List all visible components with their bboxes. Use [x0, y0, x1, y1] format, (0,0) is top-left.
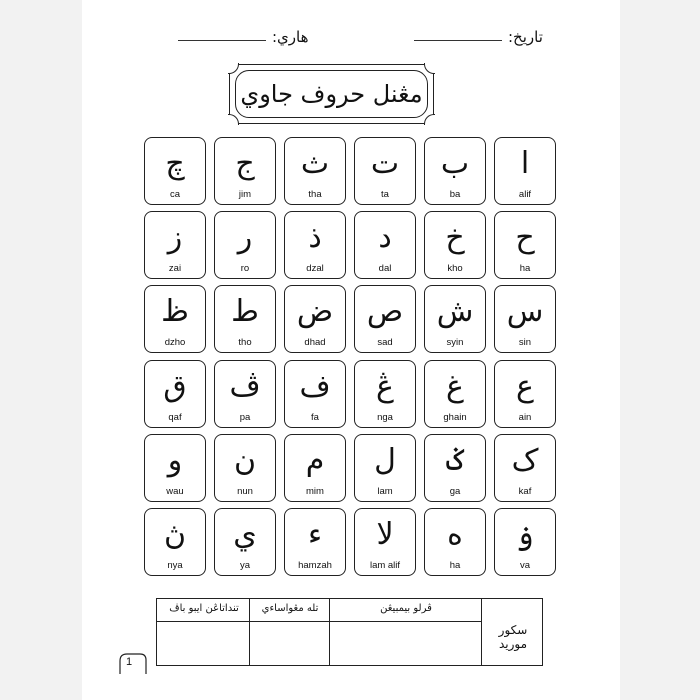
letter-name: tho: [238, 337, 252, 349]
day-line: [178, 40, 266, 41]
letter-card: [494, 434, 556, 502]
date-label: تاريخ:: [508, 28, 543, 46]
letter-name: mim: [306, 485, 324, 497]
letter-card: [424, 360, 486, 428]
letter-glyph: ݢ: [446, 442, 464, 478]
letter-name: nga: [377, 411, 393, 423]
letter-grid: [144, 137, 556, 580]
page-title: مڠنل حروف جاوي: [235, 70, 428, 118]
letter-name: ya: [239, 560, 251, 571]
letter-card: [354, 434, 416, 502]
letter-glyph: ي: [233, 517, 257, 552]
letter-glyph: ا: [520, 146, 530, 181]
letter-card: [284, 508, 346, 576]
letter-card: [284, 211, 346, 279]
letter-name: syin: [446, 337, 464, 349]
letter-card: [354, 508, 416, 576]
letter-card: [144, 285, 206, 353]
letter-name: dzho: [164, 337, 186, 349]
letter-name: ca: [169, 189, 181, 200]
score-col-header-1: ڤرلو بيمبيڠن: [380, 603, 432, 614]
letter-glyph: ۏ: [516, 517, 534, 552]
letter-card: [144, 137, 206, 205]
letter-glyph: ع: [516, 368, 534, 404]
letter-card: [284, 360, 346, 428]
letter-name: dzal: [306, 263, 324, 275]
letter-card: [494, 285, 556, 353]
letter-glyph: ر: [237, 220, 253, 256]
letter-card: [424, 211, 486, 279]
letter-glyph: ک: [511, 442, 539, 478]
letter-card: [354, 360, 416, 428]
letter-card: [144, 211, 206, 279]
score-label: سکور موريد: [498, 623, 528, 651]
letter-glyph: و: [167, 442, 183, 478]
letter-glyph: ڽ: [163, 517, 187, 552]
letter-glyph: ه: [447, 517, 463, 552]
letter-glyph: ش: [436, 294, 474, 330]
letter-glyph: د: [378, 220, 392, 256]
letter-name: nun: [237, 485, 253, 497]
letter-card: [494, 211, 556, 279]
letter-name: ghain: [443, 411, 467, 423]
letter-name: jim: [238, 189, 252, 200]
letter-glyph: ل: [374, 442, 396, 478]
letter-name: ba: [449, 189, 461, 200]
letter-glyph: ز: [167, 220, 183, 256]
day-label: هاري:: [272, 28, 309, 46]
letter-name: kho: [447, 263, 463, 275]
letter-glyph: ب: [440, 146, 470, 181]
score-col-header-3: تنداتاڠن ايبو باڤ: [169, 603, 239, 614]
letter-card: [284, 137, 346, 205]
letter-glyph: ڤ: [229, 368, 261, 404]
letter-glyph: ف: [299, 368, 331, 404]
letter-card: [214, 211, 276, 279]
letter-card: [424, 137, 486, 205]
page-corner-icon: [118, 651, 148, 675]
letter-card: [214, 508, 276, 576]
letter-glyph: خ: [445, 220, 465, 256]
letter-card: [354, 211, 416, 279]
date-line: [414, 40, 502, 41]
letter-card: [214, 360, 276, 428]
letter-card: [144, 360, 206, 428]
letter-name: ta: [381, 189, 389, 200]
letter-name: nya: [167, 560, 183, 571]
letter-name: lam: [377, 485, 393, 497]
letter-glyph: س: [506, 294, 544, 330]
letter-name: tha: [308, 189, 322, 200]
letter-card: [494, 508, 556, 576]
letter-glyph: ض: [296, 294, 334, 330]
letter-glyph: ڠ: [376, 368, 394, 404]
score-table: [156, 598, 543, 666]
letter-name: ha: [449, 560, 461, 571]
letter-glyph: ث: [300, 146, 330, 181]
letter-card: [214, 137, 276, 205]
letter-card: [494, 137, 556, 205]
page-number: 1: [126, 656, 133, 668]
letter-glyph: م: [305, 442, 325, 478]
letter-name: sin: [518, 337, 532, 349]
letter-card: [424, 285, 486, 353]
page-number-badge: [118, 651, 148, 675]
letter-card: [354, 285, 416, 353]
letter-glyph: ظ: [161, 294, 189, 330]
letter-card: [214, 285, 276, 353]
letter-name: ain: [518, 411, 532, 423]
letter-glyph: ح: [515, 220, 535, 256]
letter-name: kaf: [518, 485, 532, 497]
letter-glyph: ق: [163, 368, 187, 404]
letter-name: fa: [311, 411, 319, 423]
letter-name: alif: [518, 189, 532, 200]
letter-name: va: [519, 560, 531, 571]
letter-glyph: ن: [233, 442, 257, 478]
letter-name: hamzah: [298, 560, 332, 571]
letter-card: [424, 508, 486, 576]
letter-glyph: ج: [235, 146, 255, 181]
letter-card: [284, 434, 346, 502]
letter-name: wau: [166, 485, 184, 497]
letter-name: lam alif: [369, 560, 401, 571]
letter-name: sad: [377, 337, 393, 349]
letter-name: dal: [378, 263, 392, 275]
letter-name: ha: [519, 263, 531, 275]
letter-glyph: ط: [231, 294, 259, 330]
letter-name: qaf: [168, 411, 182, 423]
letter-name: pa: [239, 411, 251, 423]
letter-glyph: غ: [446, 368, 464, 404]
letter-card: [424, 434, 486, 502]
letter-glyph: ت: [370, 146, 400, 181]
letter-glyph: چ: [165, 146, 185, 181]
title-frame: [229, 64, 434, 124]
score-col-header-2: تله مڠواساءي: [261, 603, 319, 614]
letter-glyph: لا: [376, 517, 394, 552]
letter-card: [354, 137, 416, 205]
letter-card: [284, 285, 346, 353]
letter-name: dhad: [304, 337, 326, 349]
letter-card: [144, 434, 206, 502]
letter-name: zai: [168, 263, 182, 275]
letter-card: [494, 360, 556, 428]
letter-card: [214, 434, 276, 502]
letter-glyph: ص: [366, 294, 404, 330]
letter-glyph: ء: [307, 517, 323, 552]
letter-glyph: ذ: [308, 220, 322, 256]
letter-name: ga: [449, 485, 461, 497]
letter-name: ro: [240, 263, 250, 275]
letter-card: [144, 508, 206, 576]
